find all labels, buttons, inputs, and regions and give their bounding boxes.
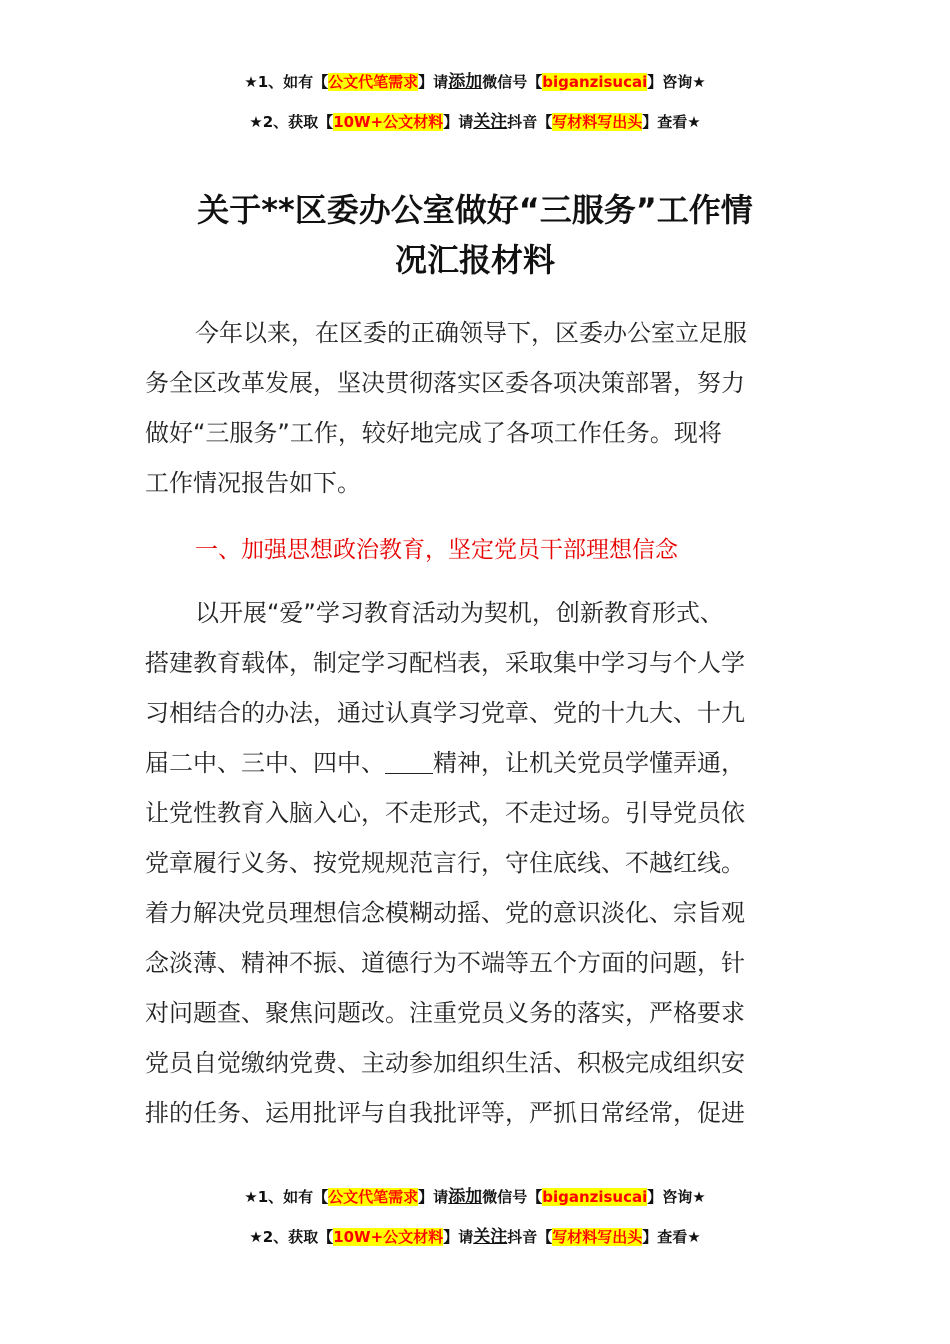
paragraph-line: 让党性教育入脑入心，不走形式，不走过场。引导党员依 — [145, 799, 745, 827]
promo-emphasis: 添加 — [448, 72, 483, 92]
paragraph-line: 念淡薄、精神不振、道德行为不端等五个方面的问题，针 — [145, 949, 745, 977]
promo-text: 微信号【 — [482, 1188, 543, 1206]
promo-text: 微信号【 — [482, 73, 543, 91]
paragraph-line: 排的任务、运用批评与自我批评等，严抓日常经常，促进 — [145, 1099, 745, 1127]
footer-promo-line-2 — [0, 1227, 950, 1247]
paragraph-line: 着力解决党员理想信念模糊动摇、党的意识淡化、宗旨观 — [145, 899, 745, 927]
promo-highlight: 写材料写出头 — [552, 1228, 643, 1246]
promo-highlight: 公文代笔需求 — [328, 1188, 419, 1206]
paragraph-line: 工作情况报告如下。 — [145, 469, 361, 497]
paragraph-line: 对问题查、聚焦问题改。注重党员义务的落实，严格要求 — [145, 999, 745, 1027]
title-line: 况汇报材料 — [394, 241, 555, 279]
promo-text: 】请 — [443, 1228, 474, 1246]
document-title — [130, 185, 820, 285]
header-promo-line-2 — [0, 112, 950, 132]
promo-text: 】请 — [418, 73, 449, 91]
paragraph-line: 以开展“爱”学习教育活动为契机，创新教育形式、 — [195, 599, 724, 627]
paragraph-line: 习相结合的办法，通过认真学习党章、党的十九大、十九 — [145, 699, 745, 727]
paragraph-line: 党章履行义务、按党规规范言行，守住底线、不越红线。 — [145, 849, 745, 877]
promo-text: ★2、获取【 — [249, 113, 334, 131]
promo-highlight: 写材料写出头 — [552, 113, 643, 131]
promo-highlight: biganzisucai — [542, 1188, 648, 1206]
promo-text: ★2、获取【 — [249, 1228, 334, 1246]
promo-text: 】请 — [418, 1188, 449, 1206]
paragraph-line: 做好“三服务”工作，较好地完成了各项工作任务。现将 — [145, 419, 722, 447]
paragraph-line: 党员自觉缴纳党费、主动参加组织生活、积极完成组织安 — [145, 1049, 745, 1077]
intro-paragraph — [145, 308, 815, 508]
paragraph-line: 届二中、三中、四中、＿＿精神，让机关党员学懂弄通， — [145, 749, 745, 777]
promo-emphasis: 关注 — [473, 112, 508, 132]
section-body-paragraph — [145, 588, 815, 1138]
footer-promo-line-1 — [0, 1187, 950, 1207]
paragraph-line: 务全区改革发展，坚决贯彻落实区委各项决策部署，努力 — [145, 369, 745, 397]
header-promo-line-1 — [0, 72, 950, 92]
promo-text: ★1、如有【 — [244, 73, 329, 91]
paragraph-line: 今年以来，在区委的正确领导下，区委办公室立足服 — [195, 319, 747, 347]
promo-emphasis: 关注 — [473, 1227, 508, 1247]
paragraph-line: 搭建教育载体，制定学习配档表，采取集中学习与个人学 — [145, 649, 745, 677]
promo-text: 】咨询★ — [647, 73, 706, 91]
promo-highlight: 10W+公文材料 — [333, 1228, 444, 1246]
promo-text: 】咨询★ — [647, 1188, 706, 1206]
promo-highlight: 公文代笔需求 — [328, 73, 419, 91]
promo-text: 】查看★ — [642, 113, 701, 131]
promo-text: 】请 — [443, 113, 474, 131]
promo-text: 】查看★ — [642, 1228, 701, 1246]
promo-emphasis: 添加 — [448, 1187, 483, 1207]
promo-text: ★1、如有【 — [244, 1188, 329, 1206]
promo-highlight: biganzisucai — [542, 73, 648, 91]
section-heading: 一、加强思想政治教育，坚定党员干部理想信念 — [195, 537, 678, 563]
title-line: 关于**区委办公室做好“三服务”工作情 — [197, 191, 753, 229]
promo-highlight: 10W+公文材料 — [333, 113, 444, 131]
promo-text: 抖音【 — [507, 1228, 553, 1246]
promo-text: 抖音【 — [507, 113, 553, 131]
